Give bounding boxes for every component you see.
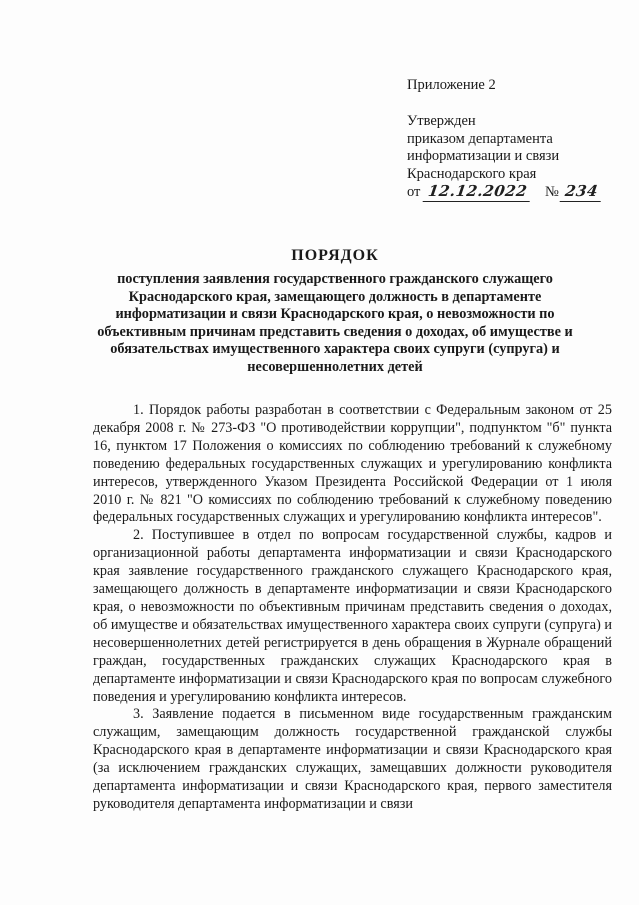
subtitle-line: несовершеннолетних детей	[247, 358, 423, 375]
subtitle-line: Краснодарского края, замещающего должность в департаменте	[128, 288, 542, 305]
approval-line: Утвержден	[407, 113, 476, 129]
number-sign: №	[544, 184, 559, 200]
subtitle-line: обязательствах имущественного характера своих супруги (супруга) и	[110, 341, 560, 358]
approval-date-line	[407, 183, 627, 202]
from-label: от	[407, 184, 421, 200]
subtitle-line: поступления заявления государственного гражданского служащего	[117, 271, 553, 287]
subtitle-line: объективным причинам представить сведения о доходах, об имуществе и	[97, 323, 573, 340]
handwritten-date: 12.12.2022	[423, 183, 533, 202]
handwritten-number: 234	[560, 183, 603, 202]
paragraph-2: 2. Поступившее в отдел по вопросам государственной службы, кадров и организационной работы департамента информатизации и связи Краснодарского края заявление государственного гражданского служащего Краснодарского края, замещающего должность в департаменте информатизации и связи Краснодарского края, о невозможности по объективным причинам представить сведения о доходах, об имуществе и обязательствах имущественного характера своих супруги (супруга) и несовершеннолетних детей регистрируется в день обращения в Журнале обращений граждан, государственных гражданских служащих Краснодарского края в департаменте информатизации и связи Краснодарского края по вопросам служебного поведения и урегулированию конфликта интересов.	[93, 527, 612, 705]
document-body	[93, 402, 612, 814]
document-title-block	[90, 247, 580, 377]
approval-line: приказом департамента	[407, 130, 553, 147]
paragraph-1: 1. Порядок работы разработан в соответствии с Федеральным законом от 25 декабря 2008 г. № 273-ФЗ "О противодействии коррупции", подпунктом "б" пункта 16, пунктом 17 Положения о комиссиях по соблюдению требований к служебному поведению федеральных государственных служащих и урегулированию конфликта интересов, утвержденного Указом Президента Российской Федерации от 1 июля 2010 г. № 821 "О комиссиях по соблюдению требований к служебному поведению федеральных государственных служащих и урегулированию конфликта интересов".	[93, 402, 612, 526]
approval-block	[407, 113, 627, 202]
approval-line: информатизации и связи	[407, 148, 560, 164]
subtitle-line: информатизации и связи Краснодарского края, о невозможности по	[115, 306, 555, 323]
document-subtitle	[90, 271, 580, 377]
document-title: ПОРЯДОК	[291, 247, 379, 264]
approval-line: Краснодарского края	[407, 165, 537, 182]
paragraph-3: 3. Заявление подается в письменном виде государственным гражданским служащим, замещающим должность государственной гражданской службы Краснодарского края в департаменте информатизации и связи Краснодарского края (за исключением гражданских служащих, замещавших должности руководителя департамента информатизации и связи Краснодарского края, первого заместителя руководителя департамента информатизации и связи	[93, 706, 612, 812]
appendix-label: Приложение 2	[407, 77, 496, 93]
